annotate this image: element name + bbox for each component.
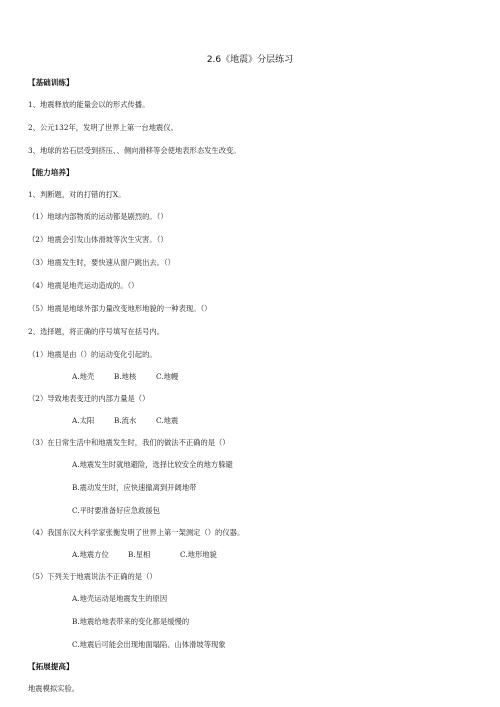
judge-intro: 1、判断题，对的打错的打X。 [28, 190, 126, 199]
choice-q5-stem: （5）下列关于地震说法不正确的是（） [28, 572, 157, 581]
judge-item-2: （2）地震会引发山体滑坡等次生灾害。（） [28, 235, 168, 244]
choice-q2-option-a: A.太阳 [72, 416, 95, 425]
choice-q1-option-a: A.地壳 [72, 372, 95, 381]
choice-q1-option-c: C.地幔 [156, 372, 179, 381]
choice-q5-option-a: A.地壳运动是地震发生的原因 [72, 594, 168, 603]
basic-question-2: 2、公元132年，发明了世界上第一台地震仪。 [28, 123, 178, 132]
choice-q4-option-a: A.地震方位 [72, 550, 109, 559]
choice-q2-option-b: B.流水 [114, 416, 137, 425]
choice-intro: 2、选择题，将正确的序号填写在括号内。 [28, 327, 164, 336]
judge-item-4: （4）地震是地壳运动造成的。（） [28, 281, 139, 290]
choice-q3-option-c: C.平时要准备好应急救援包 [72, 506, 160, 515]
judge-item-3: （3）地震发生时，要快速从窗户跳出去。（） [28, 258, 175, 267]
section-heading-basic: 【基础训练】 [28, 78, 74, 87]
choice-q2-option-c: C.地震 [156, 416, 179, 425]
section-heading-extension: 【拓展提高】 [28, 662, 74, 671]
basic-question-1: 1、地震释放的能量会以的形式传播。 [28, 100, 150, 109]
choice-q4-option-b: B.星相 [128, 550, 151, 559]
extension-item-1: 地震模拟实验。 [28, 684, 80, 693]
judge-item-5: （5）地震是地球外部力量改变地形地貌的一种表现。（） [28, 304, 212, 313]
choice-q4-stem: （4）我国东汉大科学家张衡发明了世界上第一架测定（）的仪器。 [28, 528, 245, 537]
choice-q3-option-b: B.震动发生时，应快速撤离到开阔地带 [72, 483, 197, 492]
choice-q5-option-c: C.地震后可能会出现地面塌陷、山体滑坡等现象 [72, 640, 226, 649]
basic-question-3: 3、地球的岩石层受到挤压、、侧向滑移等会使地表形态发生改变。 [28, 146, 241, 155]
choice-q3-stem: （3）在日常生活中和地震发生时，我们的做法不正确的是（） [28, 438, 230, 447]
choice-q2-stem: （2）导致地表变迁的内部力量是（） [28, 394, 150, 403]
judge-item-1: （1）地球内部物质的运动都是剧烈的。（） [28, 212, 168, 221]
choice-q4-option-c: C.地形地貌 [180, 550, 217, 559]
choice-q5-option-b: B.地震给地表带来的变化都是缓慢的 [72, 617, 190, 626]
choice-q3-option-a: A.地震发生时就地避险，选择比较安全的地方躲避 [72, 460, 233, 469]
page-title: 2.6《地震》分层练习 [206, 55, 294, 65]
choice-q1-stem: （1）地震是由（）的运动变化引起的。 [28, 350, 157, 359]
section-heading-ability: 【能力培养】 [28, 168, 74, 177]
choice-q1-option-b: B.地核 [114, 372, 137, 381]
